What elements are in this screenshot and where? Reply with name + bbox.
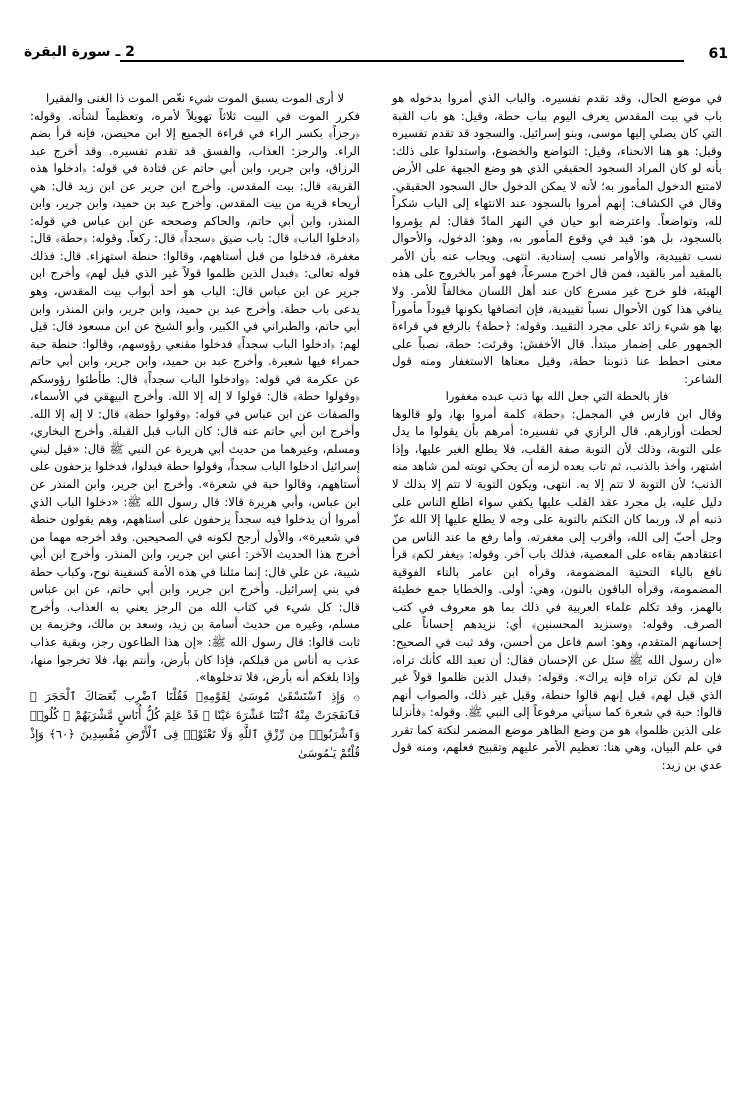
header-rule (120, 60, 684, 62)
page-header (24, 44, 728, 74)
left-poem-line: لا أرى الموت يسبق الموت شيء نغّص الموت ذا الغنى والفقيرا (45, 91, 345, 105)
right-column (392, 90, 722, 774)
quran-verse: ۞ وَإِذِ ٱسْتَسْقَىٰ مُوسَىٰ لِقَوْمِهِۦ فَقُلْنَا ٱضْرِب بِّعَصَاكَ ٱلْحَجَرَ ۖ فَٱنفَجَرَتْ مِنْهُ ٱثْنَتَا عَشْرَةَ عَيْنًا ۖ قَدْ عَلِمَ كُلُّ أُنَاسٍ مَّشْرَبَهُمْ ۖ كُلُوا۟ وَٱشْرَبُوا۟ مِن رِّزْقِ ٱللَّهِ وَلَا تَعْثَوْا۟ فِى ٱلْأَرْضِ مُفْسِدِينَ ﴿٦٠﴾ وَإِذْ قُلْتُمْ يَـٰمُوسَىٰ (30, 688, 360, 760)
page-number: 61 (708, 46, 728, 62)
left-paragraph-1: فكرر الموت في البيت ثلاثاً تهويلاً لأمره، وتعظيماً لشأنه. وقوله: ﴿رجزاً﴾ بكسر الراء في قراءة الجميع إلا ابن محيصن، فإنه قرأ بضم الراء. والرجز: العذاب، والفسق قد تقدم تفسيره. وقد أخرج عبد الرزاق، وابن جرير، وابن أبي حاتم عن قتادة في قوله: ﴿ادخلوا هذه القرية﴾ قال: بيت المقدس. وأخرج ابن جرير عن ابن زيد قال: هي أريحاء قرية من بيت المقدس. وأخرج عبد بن حميد، وابن جرير، وابن المنذر، وابن أبي حاتم، والحاكم وصححه عن ابن عباس في قوله: ﴿ادخلوا الباب﴾ قال: باب ضيق ﴿سجداً﴾ قال: ركعاً. وقوله: ﴿حطة﴾ قال: مغفرة، فدخلوا من قبل أستاههم، وقالوا: حنطة استهزاء. قال: فذلك قوله تعالى: ﴿فبدل الذين ظلموا قولاً غير الذي قيل لهم﴾ وأخرج ابن جرير عن ابن عباس قال: الباب هو أحد أبواب بيت المقدس، وهو يدعى باب حطة. وأخرج عبد بن حميد، وابن جرير، وابن المنذر، وابن أبي حاتم، والطبراني في الكبير، وأبو الشيخ عن ابن مسعود قال: قيل لهم: ﴿ادخلوا الباب سجداً﴾ فدخلوا مقنعي رؤوسهم، وقالوا: حنطة حبة حمراء فيها شعيرة. وأخرج عبد بن حميد، وابن جرير، وابن أبي حاتم عن عكرمة في قوله: ﴿وادخلوا الباب سجداً﴾ قال: طأطئوا رؤوسكم ﴿وقولوا حطة﴾ قال: قولوا لا إله إلا الله. وأخرج البيهقي في الأسماء، والصفات عن ابن عباس في قوله: ﴿وقولوا حطة﴾ قال: لا إله إلا الله. وأخرج ابن أبي حاتم عنه قال: كان الباب قبل القبلة. وأخرج البخاري، ومسلم، وغيرهما من حديث أبي هريرة عن النبي ﷺ قال: «قيل لبني إسرائيل ادخلوا الباب سجداً، وقولوا حطة فبدلوا، فدخلوا يزحفون على أستاههم، وقالوا حبة في شعرة». وأخرج ابن جرير، وابن المنذر عن ابن عباس، وأبي هريرة قالا: قال رسول الله ﷺ: «دخلوا الباب الذي أمروا أن يدخلوا فيه سجداً يزحفون على أستاههم، وهم يقولون حنطة في شعيرة»، والأول أرجح لكونه في الصحيحين. وقد أخرجه مهما من أخرج هذا الحديث الآخر: أعني ابن جرير، وابن المنذر. وأخرج ابن أبي شيبة، عن علي قال: إنما مثلنا في هذه الأمة كسفينة نوح، وكباب حطة في بني إسرائيل. وأخرج ابن جرير، وابن أبي حاتم، عن ابن عباس قال: كل شيء في كتاب الله من الرجز يعني به العذاب. وأخرج مسلم، وغيره من حديث أسامة بن زيد، وسعد بن مالك، وخزيمة بن ثابت قالوا: قال رسول الله ﷺ: «إن هذا الطاعون رجز، وبقية عذاب عذب به أناس من قبلكم، فإذا كان بأرض، وأنتم بها، فلا تخرجوا منها، وإذا بلغكم أنه بأرض، فلا تدخلوها». (30, 108, 360, 685)
right-paragraph-1: في موضع الحال، وقد تقدم تفسيره. والباب الذي أمروا بدخوله هو باب في بيت المقدس يعرف اليوم بباب حطة، وقيل: هو باب القبة التي كان يصلي إليها موسى، وبنو إسرائيل. والسجود قد تقدم تفسيره وقيل: هو هنا الانحناء، وقيل: التواضع والخضوع، واستدلوا على ذلك: بأنه لو كان المراد السجود الحقيقي الذي هو وضع الجبهة على الأرض لامتنع الدخول المأمور به؛ لأنه لا يمكن الدخول حال السجود الحقيقي. وقال في الكشاف: إنهم أمروا بالسجود عند الانتهاء إلى الباب شكراً لله، وتواضعاً. واعترضه أبو حيان في النهر المادّ فقال: لم يؤمروا بالسجود، بل هو: قيد في وقوع المأمور به، وهو: الدخول، والأحوال نسب تقييدية، والأوامر نسب إسنادية. انتهى. ويجاب عنه بأن الأمر بالمقيد أمر بالقيد، فمن قال اخرج مسرعاً، فهو آمر بالخروج على هذه الهيئة، فلو خرج غير مسرع كان عند أهل اللسان مخالفاً للأمر. ولا ينافي هذا كون الأحوال نسباً تقييدية، فإن اتصافها بكونها قيوداً مأموراً بها هو شيء زائد على مجرد التقييد. وقوله: ﴿حطة﴾ بالرفع في قراءة الجمهور على إضمار مبتدأ. قال الأخفش: وقرئت: حطة، نصباً على معنى احطط عنا ذنوبنا حطة، وقيل معناها الاستغفار ومنه قول الشاعر: (392, 91, 722, 386)
right-paragraph-2: وقال ابن فارس في المجمل: ﴿حطة﴾ كلمة أمروا بها، ولو قالوها لحطت أوزارهم. قال الرازي في تفسيره: أمرهم بأن يقولوا ما يدل على التوبة، وذلك لأن التوبة صفة القلب، فلا يطلع الغير عليها، وإذا اشتهر، وأخذ بالذنب، ثم تاب بعده لزمه أن يحكي توبته لمن شاهد منه الذنب؛ لأن التوبة لا تتم إلا به. انتهى، ويكون التوبة لا تتم إلا بذلك لا دليل عليه، بل مجرد عقد القلب عليها يكفي سواء اطلع الناس على ذنبه أم لا، وربما كان التكتم بالتوبة على وجه لا يطلع عليها إلا الله عزّ وجل أحبّ إلى الله، وأقرب إلى مغفرته. وأما رفع ما عند الناس من اعتقادهم بقاءه على المعصية، فذلك باب آخر. وقوله: ﴿يغفر لكم﴾ قرأ نافع بالياء التحتية المضمومة، وقرأه ابن عامر بالتاء الفوقية المضمومة، وقرأه الباقون بالنون، وهي: أولى. والخطايا جمع خطيئة بالهمز، وقد تكلم علماء العربية في ذلك بما هو معروف في كتب الصرف. وقوله: ﴿وسنزيد المحسنين﴾ أي: نزيدهم إحساناً على إحسانهم المتقدم، وهو: اسم فاعل من أحسن، وقد ثبت في الصحيح: «أن رسول الله ﷺ سئل عن الإحسان فقال: أن تعبد الله كأنك تراه، فإن لم تكن تراه فإنه يراك». وقوله: ﴿فبدل الذين ظلموا قولاً غير الذي قيل لهم﴾ قيل إنهم قالوا حنطة، وقيل غير ذلك، والصواب أنهم قالوا: حبة في شعرة كما سيأتي مرفوعاً إلى النبي ﷺ. وقوله: ﴿فأنزلنا على الذين ظلموا﴾ هو من وضع الظاهر موضع المضمر لنكتة كما تقرر في علم البيان، وهي هنا: تعظيم الأمر عليهم وتقبيح فعلهم، ومنه قول عدي بن زيد: (392, 406, 722, 772)
left-column (30, 90, 360, 763)
right-poem-line: فاز بالحطة التي جعل الله بها ذنب عبده مغفورا (445, 389, 669, 404)
surah-title: 2 ـ سورة البقرة (24, 44, 135, 60)
